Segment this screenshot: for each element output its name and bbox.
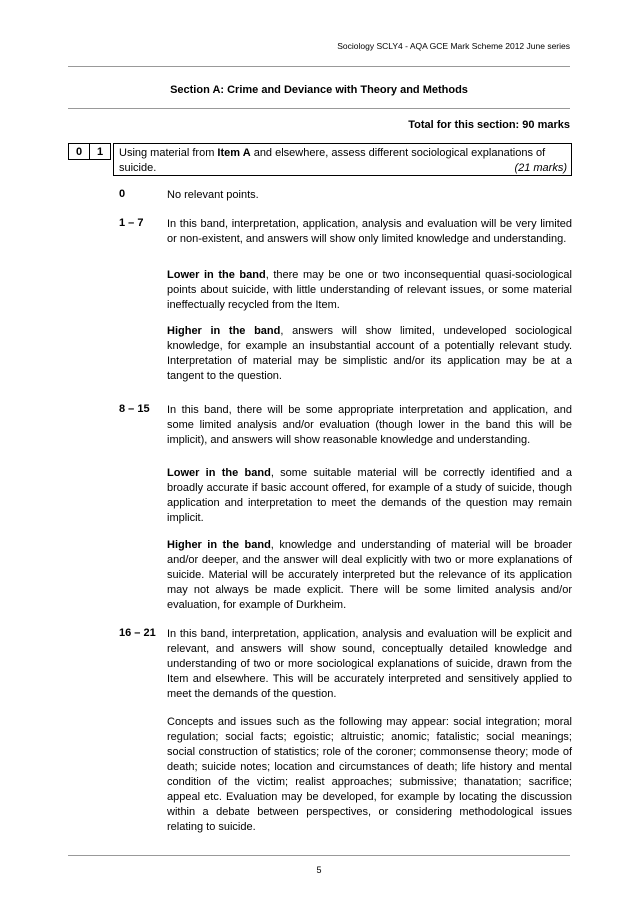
page-header: Sociology SCLY4 - AQA GCE Mark Scheme 2012 June series: [337, 41, 570, 51]
question-text-a: Using material from: [119, 147, 218, 159]
band-paragraph: Concepts and issues such as the following may appear: social integration; moral regulation; social facts; egoistic; altruistic; anomic; fatalistic; social meanings; social construction of statistics; role of the coroner; commonsense theory; mode of death; suicide notes; location and circumstances of death; life history and mental condition of the victim; realist approaches; submissive; thanatation; sacrifice; appeal etc. Evaluation may be developed, for example by locating the discussion within a debate between perspectives, or considering methodological issues relating to suicide.: [167, 716, 572, 833]
section-rule: [68, 108, 570, 109]
header-rule: [68, 66, 570, 67]
band-label: 0: [119, 188, 126, 200]
band-paragraph: Higher in the band, answers will show limited, undeveloped sociological knowledge, for example an insubstantial account of a potentially relevant study. Interpretation of material may be simplistic and/or its application may be at a tangent to the question.: [167, 325, 572, 382]
band-lead: Higher in the band: [167, 325, 281, 337]
band-label: 1 – 7: [119, 217, 144, 229]
section-total: Total for this section: 90 marks: [408, 119, 570, 131]
band-paragraph: No relevant points.: [167, 189, 259, 201]
question-item-ref: Item A: [217, 147, 251, 159]
page-number: 5: [316, 865, 322, 875]
band-lead: Lower in the band: [167, 269, 266, 281]
question-marks: (21 marks): [514, 162, 567, 174]
band-lead: Lower in the band: [167, 467, 271, 479]
question-box: [113, 143, 572, 176]
band-label: 16 – 21: [119, 627, 156, 639]
band-lead: Higher in the band: [167, 539, 271, 551]
band-paragraph: Higher in the band, knowledge and understanding of material will be broader and/or deeper, and the answer will deal explicitly with two or more explanations of suicide. Material will be accurately interpreted but the relevance of its application may not always be made explicit. There will be some limited analysis and/or evaluation, for example of Durkheim.: [167, 539, 572, 611]
question-text-b: and elsewhere, assess different sociological explanations of suicide.: [119, 147, 546, 174]
band-paragraph: In this band, interpretation, application, analysis and evaluation will be very limited or non-existent, and answers will show only limited knowledge and understanding.: [167, 218, 572, 245]
footer-rule: [68, 855, 570, 856]
band-label: 8 – 15: [119, 403, 150, 415]
band-paragraph: Lower in the band, there may be one or two inconsequential quasi-sociological points about suicide, with little understanding of relevant issues, or some material ineffectually recycled from the Item.: [167, 269, 572, 311]
question-number-digit-1: 0: [68, 143, 90, 160]
band-paragraph: In this band, interpretation, application, analysis and evaluation will be explicit and relevant, and answers will show sound, conceptually detailed knowledge and understanding of two or more sociological explanations of suicide, drawn from the Item and elsewhere. This will be accurately interpreted and sensitively applied to meet the demands of the question.: [167, 628, 572, 700]
band-paragraph: Lower in the band, some suitable material will be correctly identified and a broadly accurate if basic account offered, for example of a study of suicide, though application and interpretation to meet the demands of the question may remain implicit.: [167, 467, 572, 524]
band-paragraph: In this band, there will be some appropriate interpretation and application, and some limited analysis and/or evaluation (though lower in the band this will be implicit), and answers will show reasonable knowledge and understanding.: [167, 404, 572, 446]
question-number-digit-2: 1: [89, 143, 111, 160]
section-title: Section A: Crime and Deviance with Theory and Methods: [170, 84, 468, 96]
